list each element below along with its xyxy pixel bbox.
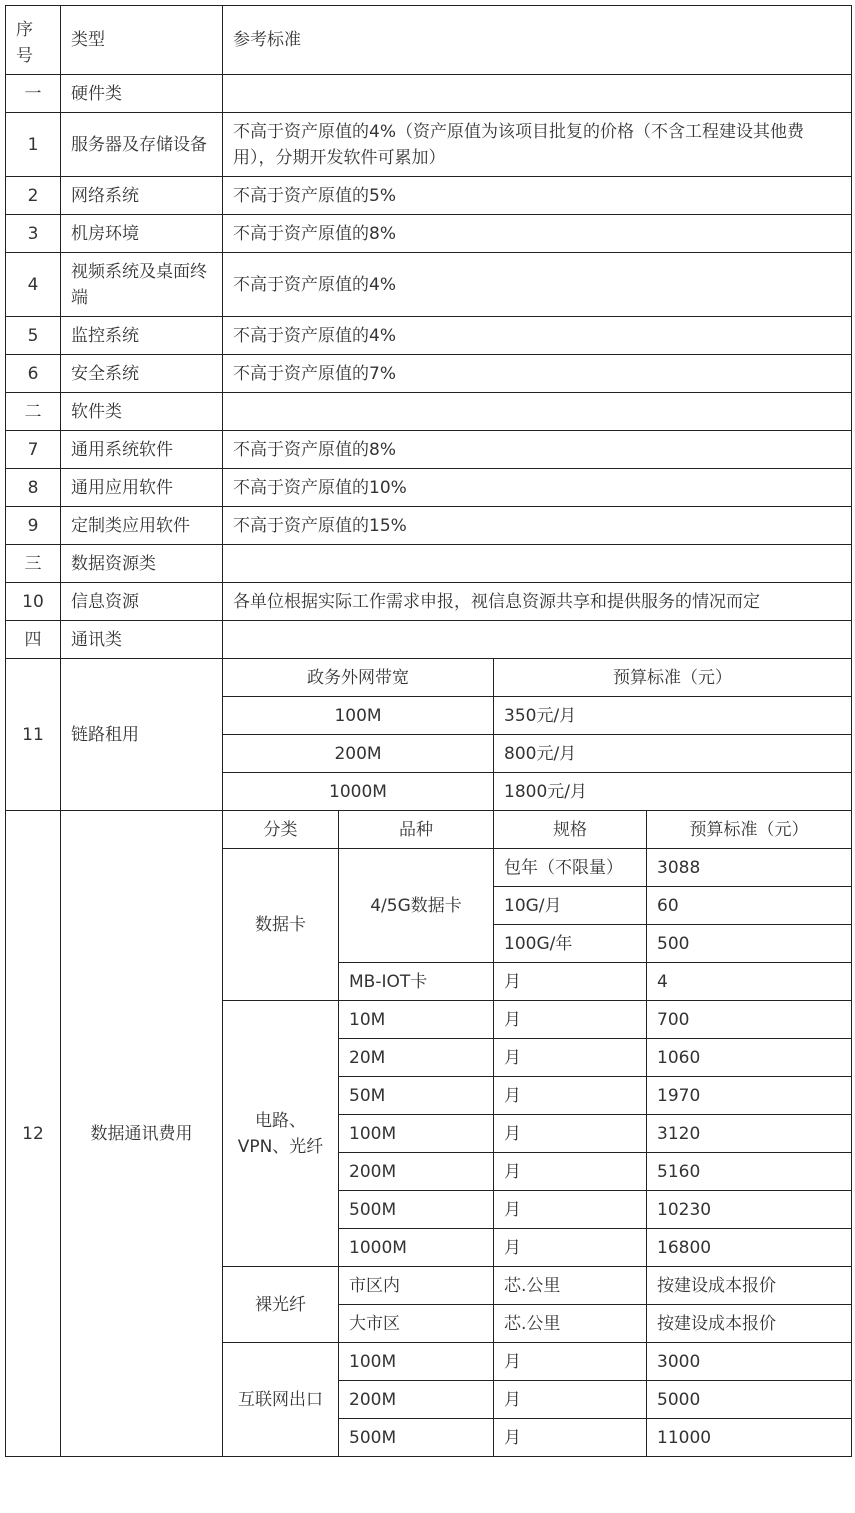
header-type: 类型 — [61, 6, 223, 75]
price-cell: 3120 — [647, 1115, 852, 1153]
row-seq: 8 — [6, 469, 61, 507]
link-price: 350元/月 — [494, 697, 852, 735]
maintenance-standard-table — [5, 5, 852, 1457]
row-seq: 一 — [6, 75, 61, 113]
row-type: 监控系统 — [61, 317, 223, 355]
row-seq: 4 — [6, 253, 61, 317]
row-standard: 各单位根据实际工作需求申报，视信息资源共享和提供服务的情况而定 — [223, 583, 852, 621]
table-row — [6, 355, 852, 393]
row-type: 机房环境 — [61, 215, 223, 253]
row-standard: 不高于资产原值的4% — [223, 317, 852, 355]
kind-cell: MB-IOT卡 — [339, 963, 494, 1001]
row-standard — [223, 75, 852, 113]
table-row — [6, 393, 852, 431]
row-standard — [223, 545, 852, 583]
table-row — [6, 177, 852, 215]
row-seq: 5 — [6, 317, 61, 355]
row-seq: 3 — [6, 215, 61, 253]
row-standard: 不高于资产原值的15% — [223, 507, 852, 545]
spec-cell: 月 — [494, 1077, 647, 1115]
row-seq: 二 — [6, 393, 61, 431]
table-row — [6, 75, 852, 113]
table-row — [6, 253, 852, 317]
kind-cell: 200M — [339, 1153, 494, 1191]
link-budget-header: 预算标准（元） — [494, 659, 852, 697]
table-row — [6, 621, 852, 659]
link-bandwidth: 200M — [223, 735, 494, 773]
table-row — [6, 507, 852, 545]
table-row — [6, 469, 852, 507]
spec-cell: 月 — [494, 1381, 647, 1419]
table-row — [6, 431, 852, 469]
row-type: 网络系统 — [61, 177, 223, 215]
link-price: 1800元/月 — [494, 773, 852, 811]
price-cell: 按建设成本报价 — [647, 1305, 852, 1343]
row-standard: 不高于资产原值的4%（资产原值为该项目批复的价格（不含工程建设其他费用），分期开发软件可累加） — [223, 113, 852, 177]
datacomm-header-kind: 品种 — [339, 811, 494, 849]
spec-cell: 月 — [494, 1039, 647, 1077]
row-seq: 6 — [6, 355, 61, 393]
row-type: 通讯类 — [61, 621, 223, 659]
spec-cell: 月 — [494, 1343, 647, 1381]
link-bandwidth: 1000M — [223, 773, 494, 811]
kind-45g-card: 4/5G数据卡 — [339, 849, 494, 963]
table-row — [6, 113, 852, 177]
header-standard: 参考标准 — [223, 6, 852, 75]
kind-cell: 大市区 — [339, 1305, 494, 1343]
price-cell: 4 — [647, 963, 852, 1001]
link-rental-header-row — [6, 659, 852, 697]
row-type: 通用系统软件 — [61, 431, 223, 469]
datacomm-seq: 12 — [6, 811, 61, 1457]
row-type: 通用应用软件 — [61, 469, 223, 507]
spec-cell: 月 — [494, 1229, 647, 1267]
row-type: 服务器及存储设备 — [61, 113, 223, 177]
link-bandwidth-header: 政务外网带宽 — [223, 659, 494, 697]
price-cell: 1970 — [647, 1077, 852, 1115]
row-standard: 不高于资产原值的10% — [223, 469, 852, 507]
kind-cell: 市区内 — [339, 1267, 494, 1305]
row-seq: 10 — [6, 583, 61, 621]
spec-cell: 芯.公里 — [494, 1305, 647, 1343]
category-data-card: 数据卡 — [223, 849, 339, 1001]
kind-cell: 100M — [339, 1115, 494, 1153]
row-standard — [223, 621, 852, 659]
spec-cell: 月 — [494, 963, 647, 1001]
row-seq: 三 — [6, 545, 61, 583]
row-seq: 1 — [6, 113, 61, 177]
spec-cell: 100G/年 — [494, 925, 647, 963]
category-circuit: 电路、VPN、光纤 — [223, 1001, 339, 1267]
row-seq: 9 — [6, 507, 61, 545]
row-standard — [223, 393, 852, 431]
row-type: 信息资源 — [61, 583, 223, 621]
category-dark-fiber: 裸光纤 — [223, 1267, 339, 1343]
row-type: 软件类 — [61, 393, 223, 431]
header-row — [6, 6, 852, 75]
spec-cell: 芯.公里 — [494, 1267, 647, 1305]
row-type: 数据资源类 — [61, 545, 223, 583]
price-cell: 16800 — [647, 1229, 852, 1267]
kind-cell: 20M — [339, 1039, 494, 1077]
kind-cell: 100M — [339, 1343, 494, 1381]
price-cell: 500 — [647, 925, 852, 963]
row-seq: 7 — [6, 431, 61, 469]
row-standard: 不高于资产原值的8% — [223, 215, 852, 253]
table-row — [6, 545, 852, 583]
table-row — [6, 215, 852, 253]
price-cell: 11000 — [647, 1419, 852, 1457]
spec-cell: 月 — [494, 1191, 647, 1229]
row-type: 安全系统 — [61, 355, 223, 393]
price-cell: 3088 — [647, 849, 852, 887]
kind-cell: 500M — [339, 1191, 494, 1229]
kind-cell: 500M — [339, 1419, 494, 1457]
kind-cell: 1000M — [339, 1229, 494, 1267]
category-internet-exit: 互联网出口 — [223, 1343, 339, 1457]
spec-cell: 月 — [494, 1115, 647, 1153]
spec-cell: 10G/月 — [494, 887, 647, 925]
row-type: 定制类应用软件 — [61, 507, 223, 545]
datacomm-header-budget: 预算标准（元） — [647, 811, 852, 849]
row-type: 视频系统及桌面终端 — [61, 253, 223, 317]
link-bandwidth: 100M — [223, 697, 494, 735]
table-row — [6, 583, 852, 621]
price-cell: 5000 — [647, 1381, 852, 1419]
kind-cell: 50M — [339, 1077, 494, 1115]
row-standard: 不高于资产原值的7% — [223, 355, 852, 393]
row-type: 硬件类 — [61, 75, 223, 113]
link-type: 链路租用 — [61, 659, 223, 811]
row-seq: 四 — [6, 621, 61, 659]
price-cell: 60 — [647, 887, 852, 925]
kind-cell: 200M — [339, 1381, 494, 1419]
row-seq: 2 — [6, 177, 61, 215]
datacomm-type: 数据通讯费用 — [61, 811, 223, 1457]
row-standard: 不高于资产原值的5% — [223, 177, 852, 215]
price-cell: 1060 — [647, 1039, 852, 1077]
spec-cell: 包年（不限量） — [494, 849, 647, 887]
row-standard: 不高于资产原值的8% — [223, 431, 852, 469]
price-cell: 5160 — [647, 1153, 852, 1191]
kind-cell: 10M — [339, 1001, 494, 1039]
datacomm-header-category: 分类 — [223, 811, 339, 849]
price-cell: 10230 — [647, 1191, 852, 1229]
header-seq: 序 号 — [6, 6, 61, 75]
price-cell: 3000 — [647, 1343, 852, 1381]
datacomm-header-spec: 规格 — [494, 811, 647, 849]
link-price: 800元/月 — [494, 735, 852, 773]
price-cell: 700 — [647, 1001, 852, 1039]
link-seq: 11 — [6, 659, 61, 811]
price-cell: 按建设成本报价 — [647, 1267, 852, 1305]
datacomm-header-row — [6, 811, 852, 849]
row-standard: 不高于资产原值的4% — [223, 253, 852, 317]
table-row — [6, 317, 852, 355]
spec-cell: 月 — [494, 1001, 647, 1039]
spec-cell: 月 — [494, 1153, 647, 1191]
spec-cell: 月 — [494, 1419, 647, 1457]
